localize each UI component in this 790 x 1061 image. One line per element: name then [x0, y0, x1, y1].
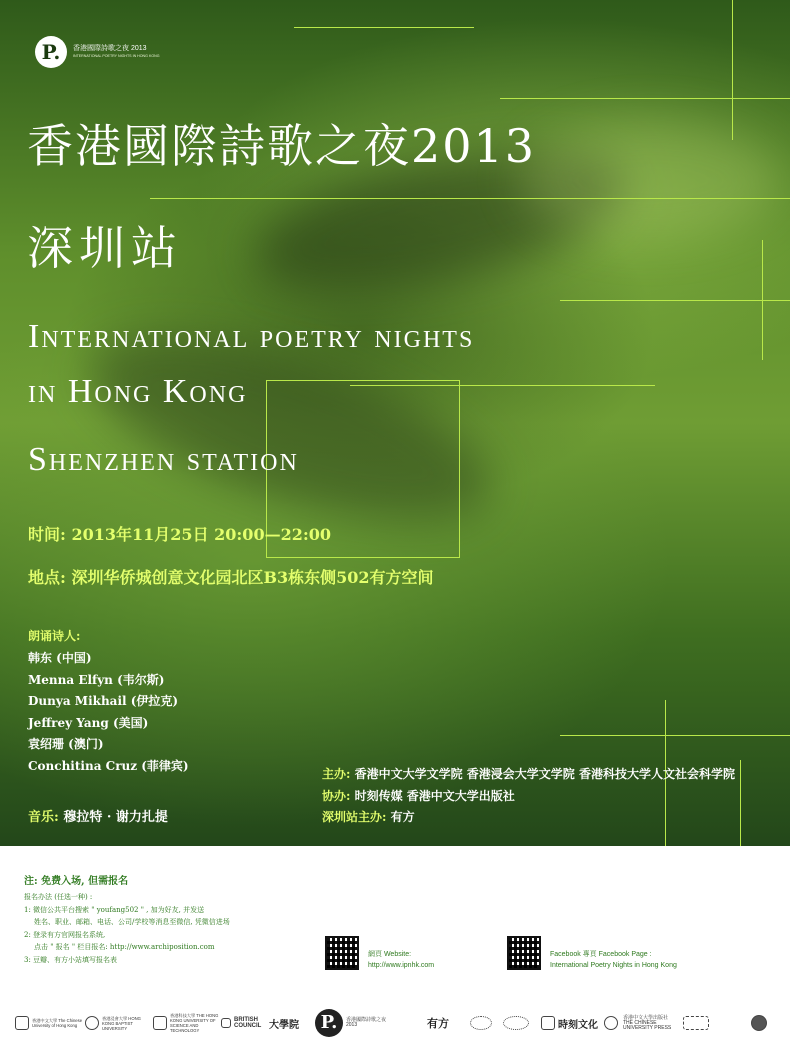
decorative-line: [560, 735, 790, 736]
credit-value: 有方: [390, 810, 415, 824]
facebook-qr-code: [507, 936, 541, 970]
sponsor-text: 香港中文大學出版社 THE CHINESE UNIVERSITY PRESS: [623, 1014, 672, 1031]
logo-mark: P.: [35, 36, 67, 68]
website-url[interactable]: http://www.ipnhk.com: [368, 962, 435, 969]
credit-label: 协办:: [322, 788, 351, 803]
credit-line: [322, 764, 782, 786]
sponsor-text: 大學院: [269, 1019, 299, 1031]
sponsor-text: 時刻文化: [558, 1019, 598, 1031]
brush-icon: [503, 1016, 529, 1030]
decorative-line: [294, 27, 474, 28]
registration-line: 2: 登录有方官网报名系统,: [24, 930, 106, 939]
festival-logo: [35, 36, 160, 70]
place-label: 地点:: [28, 568, 66, 587]
sponsor-text: 香港國際詩歌之夜 2013: [346, 1017, 387, 1028]
poet-item: Jeffrey Yang (美国): [28, 715, 149, 730]
time-value: 2013年11月25日 20:00—22:00: [71, 525, 332, 544]
poets-list: [28, 627, 288, 777]
sponsor-youfang: [427, 1005, 449, 1041]
mist-shape: [520, 120, 780, 240]
decorative-line: [732, 0, 733, 140]
sponsor-hkust: [153, 1005, 228, 1041]
sponsor-daxueyuan: [269, 1005, 299, 1041]
registration-line: 1: 微信公共平台搜索 " youfang502 " , 加为好友, 并发送: [24, 905, 205, 914]
decorative-line: [150, 198, 790, 199]
sponsor-logos: [15, 1005, 785, 1041]
credit-label: 深圳站主办:: [322, 810, 387, 824]
crest-icon: [153, 1016, 167, 1030]
logo-icon: P.: [315, 1009, 343, 1037]
title-chinese: 香港國際詩歌之夜2013: [27, 119, 537, 173]
sponsor-text: 香港中文大學 The Chinese University of Hong Kong: [32, 1018, 83, 1028]
organizer-credits: [322, 764, 782, 829]
registration-heading: 注: 免费入场, 但需报名: [24, 876, 129, 887]
title-english-line-3: Shenzhen station: [28, 441, 299, 478]
box-icon: [541, 1016, 555, 1030]
place-value: 深圳华侨城创意文化园北区B3栋东侧502有方空间: [71, 568, 434, 587]
brush-icon: [470, 1016, 492, 1030]
sponsor-british-council: [221, 1005, 264, 1041]
sponsor-bird: [683, 1005, 709, 1041]
poet-item: Conchitina Cruz (菲律宾): [28, 758, 189, 773]
credit-line: [322, 807, 782, 829]
music-value: 穆拉特 · 谢力扎提: [63, 810, 168, 825]
registration-info: [24, 872, 324, 967]
facebook-page-name[interactable]: International Poetry Nights in Hong Kong: [550, 962, 677, 969]
sponsor-text: 香港科技大學 THE HONG KONG UNIVERSITY OF SCIENCE AND TECHNOLOGY: [170, 1013, 219, 1033]
poet-item: Dunya Mikhail (伊拉克): [28, 694, 179, 708]
sponsor-text: BRITISH COUNCIL: [234, 1017, 262, 1029]
title-english-line-2: in Hong Kong: [28, 373, 248, 410]
grid-icon: [221, 1018, 231, 1028]
sponsor-text: 香港浸會大學 HONG KONG BAPTIST UNIVERSITY: [102, 1015, 141, 1031]
decorative-line: [500, 98, 790, 99]
credit-value: 香港中文大学文学院 香港浸会大学文学院 香港科技大学人文社会科学院: [354, 767, 735, 781]
facebook-info: [550, 949, 677, 971]
crest-icon: [85, 1016, 99, 1030]
logo-title: 香港國際詩歌之夜 2013: [73, 45, 147, 52]
sponsor-brush-1: [470, 1005, 492, 1041]
credit-value: 时刻传媒 香港中文大学出版社: [354, 788, 515, 803]
sponsor-star: [751, 1005, 767, 1041]
title-english-line-1: International poetry nights: [28, 318, 475, 355]
poet-item: 袁绍珊 (澳门): [28, 737, 104, 751]
registration-line: 报名办法 (任选一种) :: [24, 893, 93, 901]
sponsor-brush-2: [503, 1005, 529, 1041]
credit-line: [322, 786, 782, 808]
crest-icon: [604, 1016, 618, 1030]
credit-label: 主办:: [322, 767, 351, 781]
registration-line: 点击 " 报名 " 栏目报名: http://www.archiposition.com: [34, 943, 215, 952]
decorative-line: [560, 300, 790, 301]
sponsor-crest: [604, 1005, 618, 1041]
website-label: 網頁 Website:: [368, 951, 412, 958]
title-chinese-station: 深圳站: [27, 221, 183, 275]
sponsor-festival: [315, 1005, 396, 1041]
website-qr-code: [325, 936, 359, 970]
star-icon: [751, 1015, 767, 1031]
bird-icon: [683, 1016, 709, 1030]
event-place: [28, 565, 434, 588]
sponsor-text: 有方: [427, 1017, 449, 1030]
decorative-line: [762, 240, 763, 360]
music-label: 音乐:: [28, 810, 59, 825]
event-time: [28, 522, 331, 545]
poet-item: Menna Elfyn (韦尔斯): [28, 672, 165, 687]
time-label: 时间:: [28, 525, 66, 544]
sponsor-hkbu: [85, 1005, 150, 1041]
website-info: [368, 949, 434, 971]
sponsor-cu-press: [623, 1005, 675, 1041]
poet-item: 韩东 (中国): [28, 651, 92, 665]
crest-icon: [15, 1016, 29, 1030]
registration-line: 姓名、职业、邮箱、电话、公司/学校等消息至微信, 凭微信进场: [34, 918, 230, 927]
logo-subtitle: INTERNATIONAL POETRY NIGHTS IN HONG KONG: [73, 54, 160, 58]
sponsor-cuhk: [15, 1005, 84, 1041]
registration-line: 3: 豆瓣、有方小站填写报名表: [24, 955, 118, 964]
music-credit: [28, 806, 168, 825]
sponsor-shike: [541, 1005, 598, 1041]
facebook-label: Facebook 專頁 Facebook Page :: [550, 951, 652, 958]
poets-heading: 朗诵诗人:: [28, 629, 81, 643]
